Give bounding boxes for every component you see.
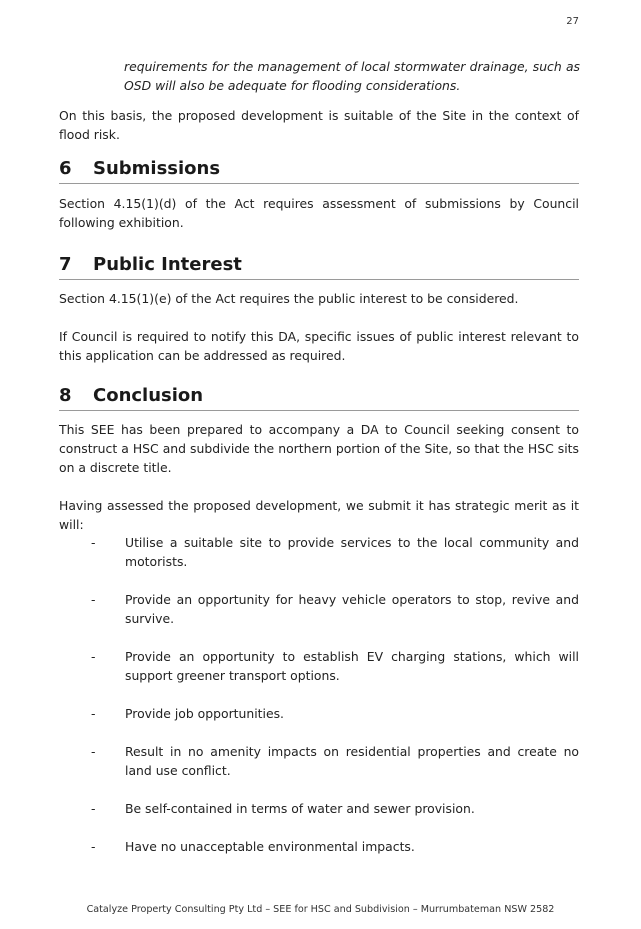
list-item-text: Utilise a suitable site to provide services to the local community and motorists. [125,535,579,569]
list-bullet: - [91,744,96,759]
list-bullet: - [91,592,96,607]
flood-conclusion-paragraph: On this basis, the proposed development is suitable of the Site in the context of flood risk. [59,108,579,142]
list-bullet: - [91,649,96,664]
page-number: 27 [566,16,579,27]
section-heading-conclusion [59,385,579,411]
continued-quote: requirements for the management of local stormwater drainage, such as OSD will also be adequate for flooding considerations. [124,59,580,93]
section-heading-submissions [59,158,579,184]
list-bullet: - [91,706,96,721]
section-heading-public-interest [59,254,579,280]
section-number: 7 [59,254,72,275]
conclusion-paragraph-2: Having assessed the proposed development, we submit it has strategic merit as it will: [59,498,579,532]
list-bullet: - [91,535,96,550]
conclusion-paragraph-1: This SEE has been prepared to accompany a DA to Council seeking consent to construct a HSC and subdivide the northern portion of the Site, so that the HSC sits on a discrete title. [59,422,579,475]
section-title: Public Interest [93,254,242,275]
section-title: Submissions [93,158,221,179]
section-number: 6 [59,158,72,179]
submissions-paragraph: Section 4.15(1)(d) of the Act requires assessment of submissions by Council following exhibition. [59,196,579,230]
list-bullet: - [91,801,96,816]
list-item-text: Provide an opportunity to establish EV charging stations, which will support greener transport options. [125,649,579,683]
section-number: 8 [59,385,72,406]
list-item-text: Provide job opportunities. [125,706,284,721]
list-bullet: - [91,839,96,854]
list-item-text: Result in no amenity impacts on residential properties and create no land use conflict. [125,744,579,778]
list-item-text: Have no unacceptable environmental impacts. [125,839,415,854]
list-item-text: Provide an opportunity for heavy vehicle operators to stop, revive and survive. [125,592,579,626]
public-interest-paragraph-1: Section 4.15(1)(e) of the Act requires the public interest to be considered. [59,291,519,306]
page-footer: Catalyze Property Consulting Pty Ltd – SEE for HSC and Subdivision – Murrumbateman NSW 2582 [86,904,555,915]
section-title: Conclusion [93,385,204,406]
list-item-text: Be self-contained in terms of water and sewer provision. [125,801,475,816]
public-interest-paragraph-2: If Council is required to notify this DA, specific issues of public interest relevant to this application can be addressed as required. [59,329,579,363]
